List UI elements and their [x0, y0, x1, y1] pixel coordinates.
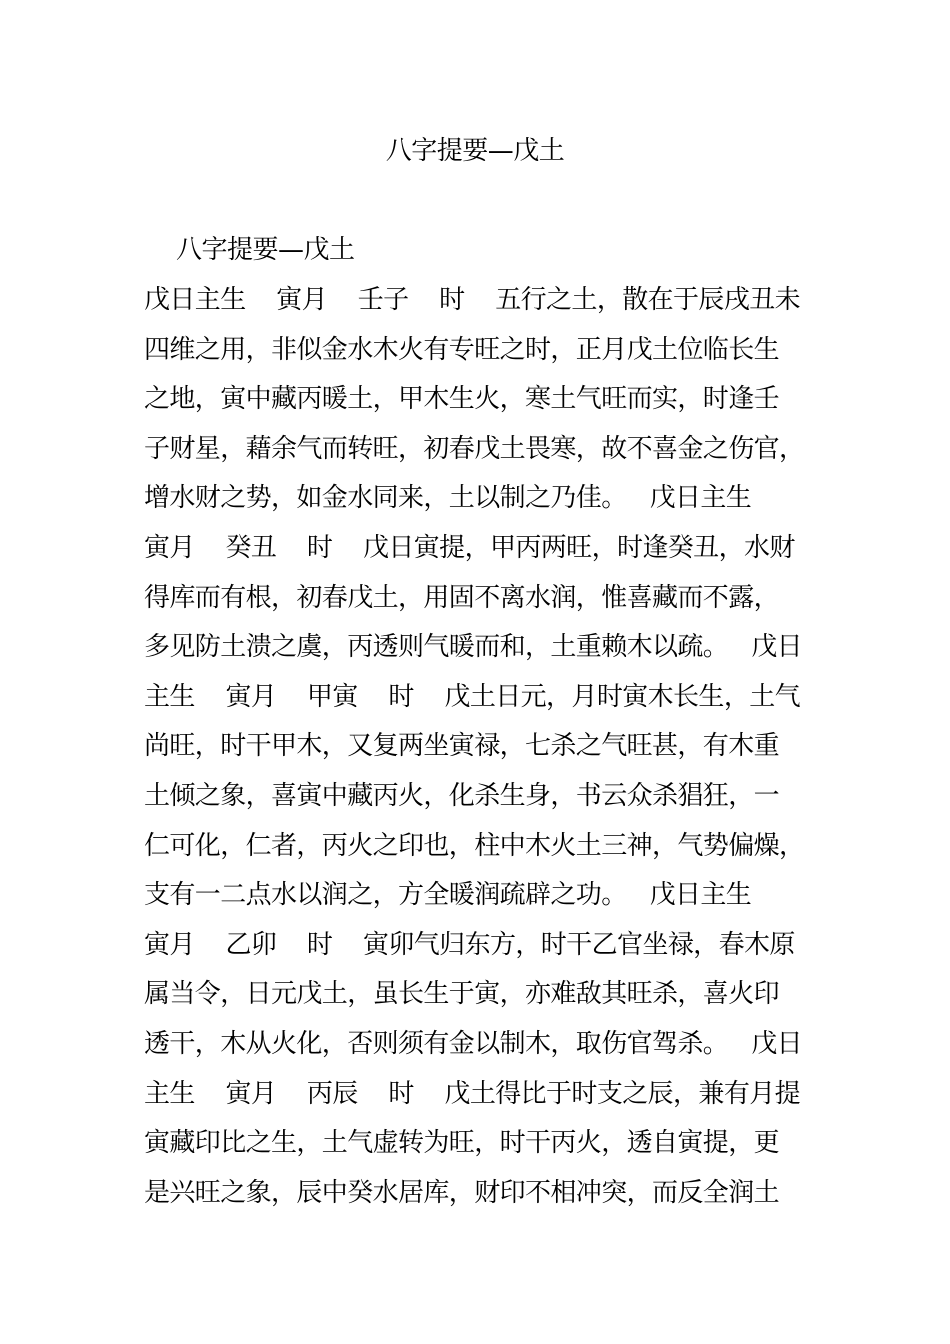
text-line: 得库而有根，初春戊土，用固不离水润，惟喜藏而不露， — [144, 582, 780, 613]
body-text — [144, 280, 814, 1222]
text-line: 寅月 乙卯 时 寅卯气归东方，时干乙官坐禄，春木原 — [144, 929, 795, 960]
text-line: 主生 寅月 甲寅 时 戊土日元，月时寅木长生，土气 — [144, 681, 801, 712]
text-line: 四维之用，非似金水木火有专旺之时，正月戊土位临长生 — [144, 334, 780, 365]
text-line: 子财星，藉余气而转旺，初春戊土畏寒，故不喜金之伤官， — [144, 433, 805, 464]
text-line: 仁可化，仁者，丙火之印也，柱中木火土三神，气势偏燥， — [144, 830, 805, 861]
section-heading: 八字提要—戊土 — [176, 235, 355, 265]
text-line: 增水财之势，如金水同来，土以制之乃佳。 戊日主生 — [144, 483, 752, 514]
text-line: 主生 寅月 丙辰 时 戊土得比于时支之辰，兼有月提 — [144, 1078, 801, 1109]
text-line: 土倾之象，喜寅中藏丙火，化杀生身，书云众杀猖狂，一 — [144, 780, 780, 811]
text-line: 属当令，日元戊土，虽长生于寅，亦难敌其旺杀，喜火印 — [144, 979, 780, 1010]
text-line: 是兴旺之象，辰中癸水居库，财印不相冲突，而反全润土 — [144, 1177, 780, 1208]
text-line: 寅藏印比之生，土气虚转为旺，时干丙火，透自寅提，更 — [144, 1128, 780, 1159]
text-line: 戊日主生 寅月 壬子 时 五行之土，散在于辰戌丑未 — [144, 285, 801, 315]
text-line: 尚旺，时干甲木，又复两坐寅禄，七杀之气旺甚，有木重 — [144, 731, 780, 762]
text-line: 之地，寅中藏丙暖土，甲木生火，寒土气旺而实，时逢壬 — [144, 384, 780, 415]
text-line: 寅月 癸丑 时 戊日寅提，甲丙两旺，时逢癸丑，水财 — [144, 532, 795, 563]
text-line: 支有一二点水以润之，方全暖润疏辟之功。 戊日主生 — [144, 880, 752, 911]
text-line: 透干，木从火化，否则须有金以制木，取伤官驾杀。 戊日 — [144, 1028, 802, 1059]
document-title: 八字提要—戊土 — [385, 136, 565, 166]
text-line: 多见防土溃之虞，丙透则气暖而和，土重赖木以疏。 戊日 — [144, 632, 802, 663]
